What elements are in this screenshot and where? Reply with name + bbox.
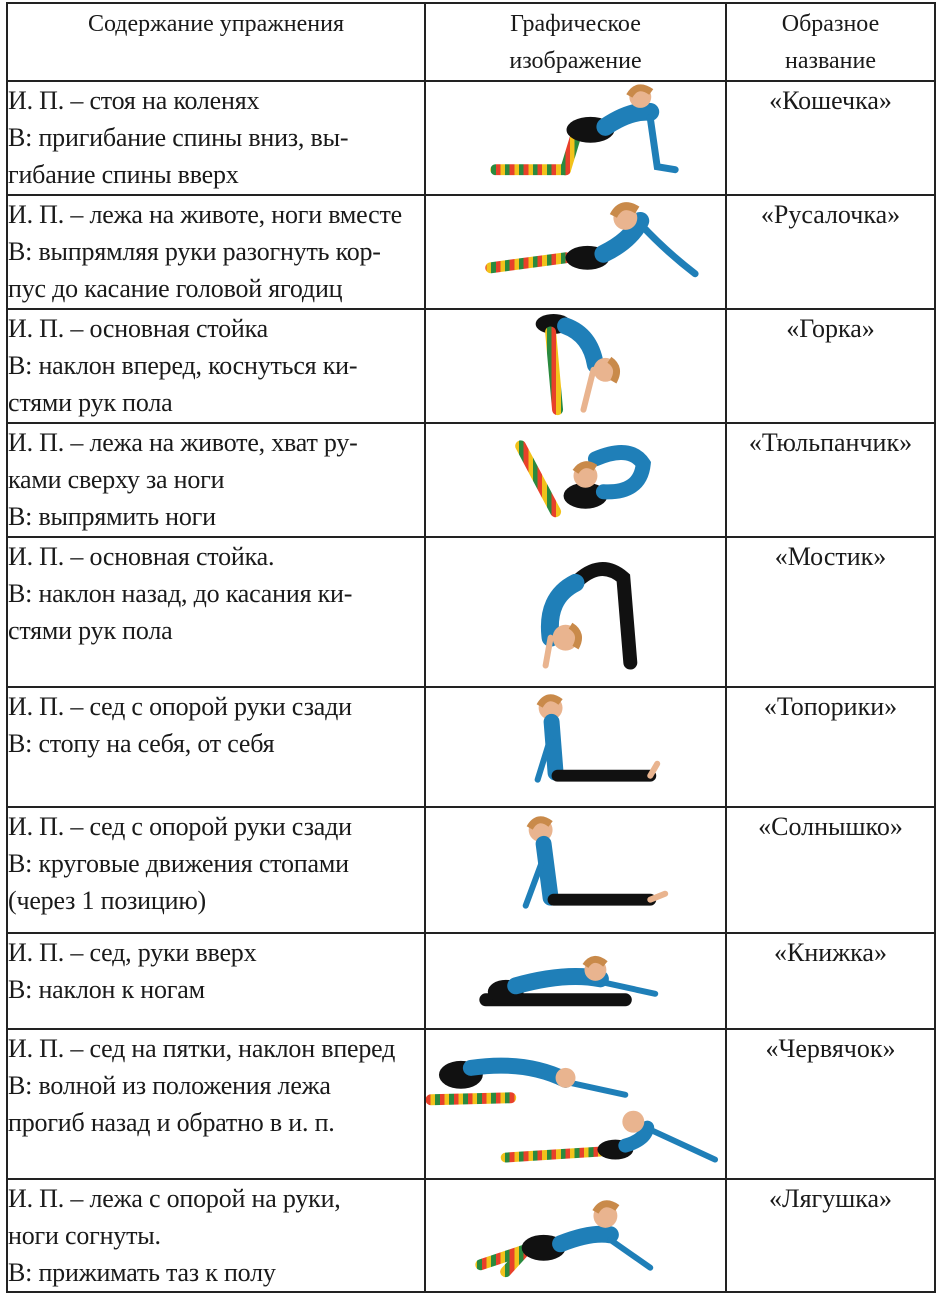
exercise-description	[7, 309, 425, 423]
header-name-line1: Образное	[781, 11, 880, 37]
exercise-description	[7, 807, 425, 933]
exercise-description	[7, 1179, 425, 1292]
description-line: В: наклон вперед, коснуться ки-	[8, 351, 358, 380]
description-line: В: стопу на себя, от себя	[8, 729, 275, 758]
table-row	[7, 195, 935, 309]
hill-pose-illustration	[425, 309, 726, 423]
exercise-name: «Лягушка»	[726, 1179, 935, 1292]
description-line: В: наклон к ногам	[8, 975, 205, 1004]
header-image	[425, 3, 726, 81]
description-line: И. П. – лежа с опорой на руки,	[8, 1184, 341, 1213]
header-name-line2: название	[785, 48, 876, 74]
table-row	[7, 309, 935, 423]
table-row	[7, 1179, 935, 1292]
description-line: И. П. – сед с опорой руки сзади	[8, 812, 352, 841]
description-line: гибание спины вверх	[8, 160, 239, 189]
exercise-description	[7, 537, 425, 687]
header-image-line1: Графическое	[510, 11, 641, 37]
description-line: ками сверху за ноги	[8, 465, 225, 494]
description-line: И. П. – основная стойка.	[8, 542, 275, 571]
book-pose-illustration	[425, 933, 726, 1029]
table-row	[7, 933, 935, 1029]
header-content-label: Содержание упражнения	[87, 11, 345, 37]
description-line: стями рук пола	[8, 616, 173, 645]
exercise-description	[7, 195, 425, 309]
description-line: стями рук пола	[8, 388, 173, 417]
description-line: И. П. – стоя на коленях	[8, 86, 260, 115]
exercise-description	[7, 687, 425, 807]
description-line: И. П. – сед на пятки, наклон вперед	[8, 1034, 396, 1063]
table-row	[7, 687, 935, 807]
exercise-name: «Русалочка»	[726, 195, 935, 309]
description-line: (через 1 позицию)	[8, 886, 207, 915]
exercise-name: «Кошечка»	[726, 81, 935, 195]
table-header-row	[7, 3, 935, 81]
table-row	[7, 537, 935, 687]
tulip-pose-illustration	[425, 423, 726, 537]
exercise-name: «Горка»	[726, 309, 935, 423]
exercise-table	[6, 2, 936, 1293]
description-line: И. П. – сед с опорой руки сзади	[8, 692, 352, 721]
exercise-description	[7, 1029, 425, 1179]
description-line: пус до касание головой ягодиц	[8, 274, 343, 303]
exercise-name: «Топорики»	[726, 687, 935, 807]
description-line: И. П. – лежа на животе, хват ру-	[8, 428, 358, 457]
description-line: ноги согнуты.	[8, 1221, 161, 1250]
header-image-line2: изображение	[509, 48, 642, 74]
table-row	[7, 1029, 935, 1179]
table-row	[7, 807, 935, 933]
description-line: В: волной из положения лежа	[8, 1071, 331, 1100]
header-name	[726, 3, 935, 81]
description-line: В: прижимать таз к полу	[8, 1258, 276, 1287]
sun-pose-illustration	[425, 807, 726, 933]
table-row	[7, 423, 935, 537]
description-line: В: пригибание спины вниз, вы-	[8, 123, 349, 152]
exercise-name: «Червячок»	[726, 1029, 935, 1179]
description-line: В: наклон назад, до касания ки-	[8, 579, 353, 608]
exercise-name: «Солнышко»	[726, 807, 935, 933]
exercise-name: «Книжка»	[726, 933, 935, 1029]
axes-pose-illustration	[425, 687, 726, 807]
mermaid-pose-illustration	[425, 195, 726, 309]
description-line: В: круговые движения стопами	[8, 849, 349, 878]
header-content	[7, 3, 425, 81]
description-line: В: выпрямляя руки разогнуть кор-	[8, 237, 381, 266]
bridge-pose-illustration	[425, 537, 726, 687]
exercise-name: «Тюльпанчик»	[726, 423, 935, 537]
worm-pose-illustration	[425, 1029, 726, 1179]
exercise-description	[7, 423, 425, 537]
description-line: прогиб назад и обратно в и. п.	[8, 1108, 335, 1137]
exercise-name: «Мостик»	[726, 537, 935, 687]
exercise-description	[7, 81, 425, 195]
description-line: В: выпрямить ноги	[8, 502, 216, 531]
description-line: И. П. – сед, руки вверх	[8, 938, 257, 967]
exercise-description	[7, 933, 425, 1029]
description-line: И. П. – лежа на животе, ноги вместе	[8, 200, 402, 229]
table-row	[7, 81, 935, 195]
cat-pose-illustration	[425, 81, 726, 195]
description-line: И. П. – основная стойка	[8, 314, 268, 343]
frog-pose-illustration	[425, 1179, 726, 1292]
